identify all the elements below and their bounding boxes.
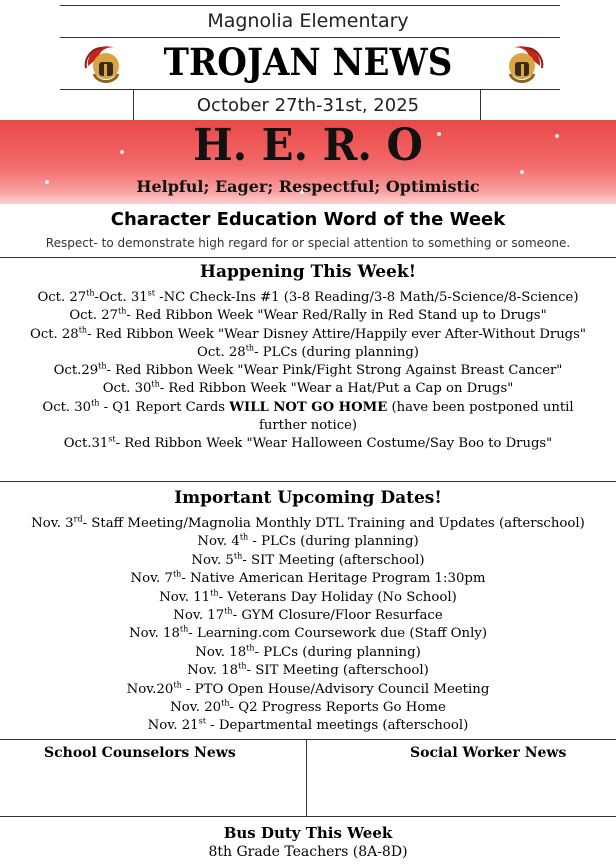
list-item: Nov. 3rd- Staff Meeting/Magnolia Monthly DTL Training and Updates (afterschool) bbox=[31, 514, 585, 531]
list-item: Nov. 4th - PLCs (during planning) bbox=[197, 532, 419, 550]
upcoming-list bbox=[0, 515, 616, 736]
upcoming-title: Important Upcoming Dates! bbox=[174, 488, 442, 508]
news-divider bbox=[306, 739, 307, 816]
hero-meaning: Helpful; Eager; Respectful; Optimistic bbox=[136, 177, 480, 196]
trojan-helmet-icon bbox=[80, 40, 128, 88]
section-rule bbox=[0, 481, 616, 482]
list-item: Nov. 18th- SIT Meeting (afterschool) bbox=[187, 661, 429, 679]
list-item: Oct. 28th- Red Ribbon Week "Wear Disney Attire/Happily ever After-Without Drugs" bbox=[30, 325, 586, 342]
header-top-rule bbox=[60, 5, 560, 6]
section-rule bbox=[0, 739, 616, 740]
list-item: Nov. 11th- Veterans Day Holiday (No School) bbox=[159, 588, 457, 605]
section-rule bbox=[0, 816, 616, 817]
character-title: Character Education Word of the Week bbox=[110, 209, 506, 230]
bus-duty-title: Bus Duty This Week bbox=[223, 824, 393, 842]
this-week-list bbox=[0, 289, 616, 454]
social-worker-news-title: Social Worker News bbox=[410, 745, 567, 761]
list-item: Oct.31st- Red Ribbon Week "Wear Halloween Costume/Say Boo to Drugs" bbox=[63, 434, 553, 452]
date-range: October 27th-31st, 2025 bbox=[196, 95, 420, 116]
this-week-title: Happening This Week! bbox=[199, 262, 417, 282]
list-item: Oct. 30th- Red Ribbon Week "Wear a Hat/Put a Cap on Drugs" bbox=[102, 380, 514, 397]
list-item: Nov. 5th- SIT Meeting (afterschool) bbox=[191, 551, 425, 568]
bus-duty-value: 8th Grade Teachers (8A-8D) bbox=[208, 844, 408, 860]
list-item: Nov. 20th- Q2 Progress Reports Go Home bbox=[170, 698, 446, 716]
list-item: Nov. 18th- Learning.com Coursework due (Staff Only) bbox=[128, 625, 488, 642]
newsletter-title: TROJAN NEWS bbox=[163, 40, 453, 84]
character-definition: Respect- to demonstrate high regard for or special attention to something or someone. bbox=[45, 236, 571, 250]
hero-word: H. E. R. O bbox=[193, 120, 423, 171]
section-rule bbox=[0, 257, 616, 258]
list-item: Oct.29th- Red Ribbon Week "Wear Pink/Fight Strong Against Breast Cancer" bbox=[53, 361, 563, 379]
list-item: Oct. 27th-Oct. 31st -NC Check-Ins #1 (3-8 Reading/3-8 Math/5-Science/8-Science) bbox=[37, 288, 579, 305]
list-item: Nov.20th - PTO Open House/Advisory Council Meeting bbox=[126, 680, 490, 697]
school-name: Magnolia Elementary bbox=[207, 10, 409, 32]
header-lower-rule bbox=[60, 89, 560, 90]
list-item: Oct. 27th- Red Ribbon Week "Wear Red/Rally in Red Stand up to Drugs" bbox=[69, 306, 547, 324]
header-mid-rule bbox=[60, 37, 560, 38]
trojan-helmet-icon bbox=[500, 40, 548, 88]
list-item: Nov. 7th- Native American Heritage Program 1:30pm bbox=[130, 569, 486, 587]
list-item: Nov. 21st - Departmental meetings (afterschool) bbox=[147, 717, 469, 734]
list-item: Oct. 30th - Q1 Report Cards WILL NOT GO HOME (have been postponed until further notice) bbox=[42, 398, 574, 434]
list-item: Oct. 28th- PLCs (during planning) bbox=[197, 343, 419, 360]
list-item: Nov. 18th- PLCs (during planning) bbox=[195, 643, 421, 660]
list-item: Nov. 17th- GYM Closure/Floor Resurface bbox=[173, 606, 443, 624]
counselors-news-title: School Counselors News bbox=[44, 745, 236, 761]
